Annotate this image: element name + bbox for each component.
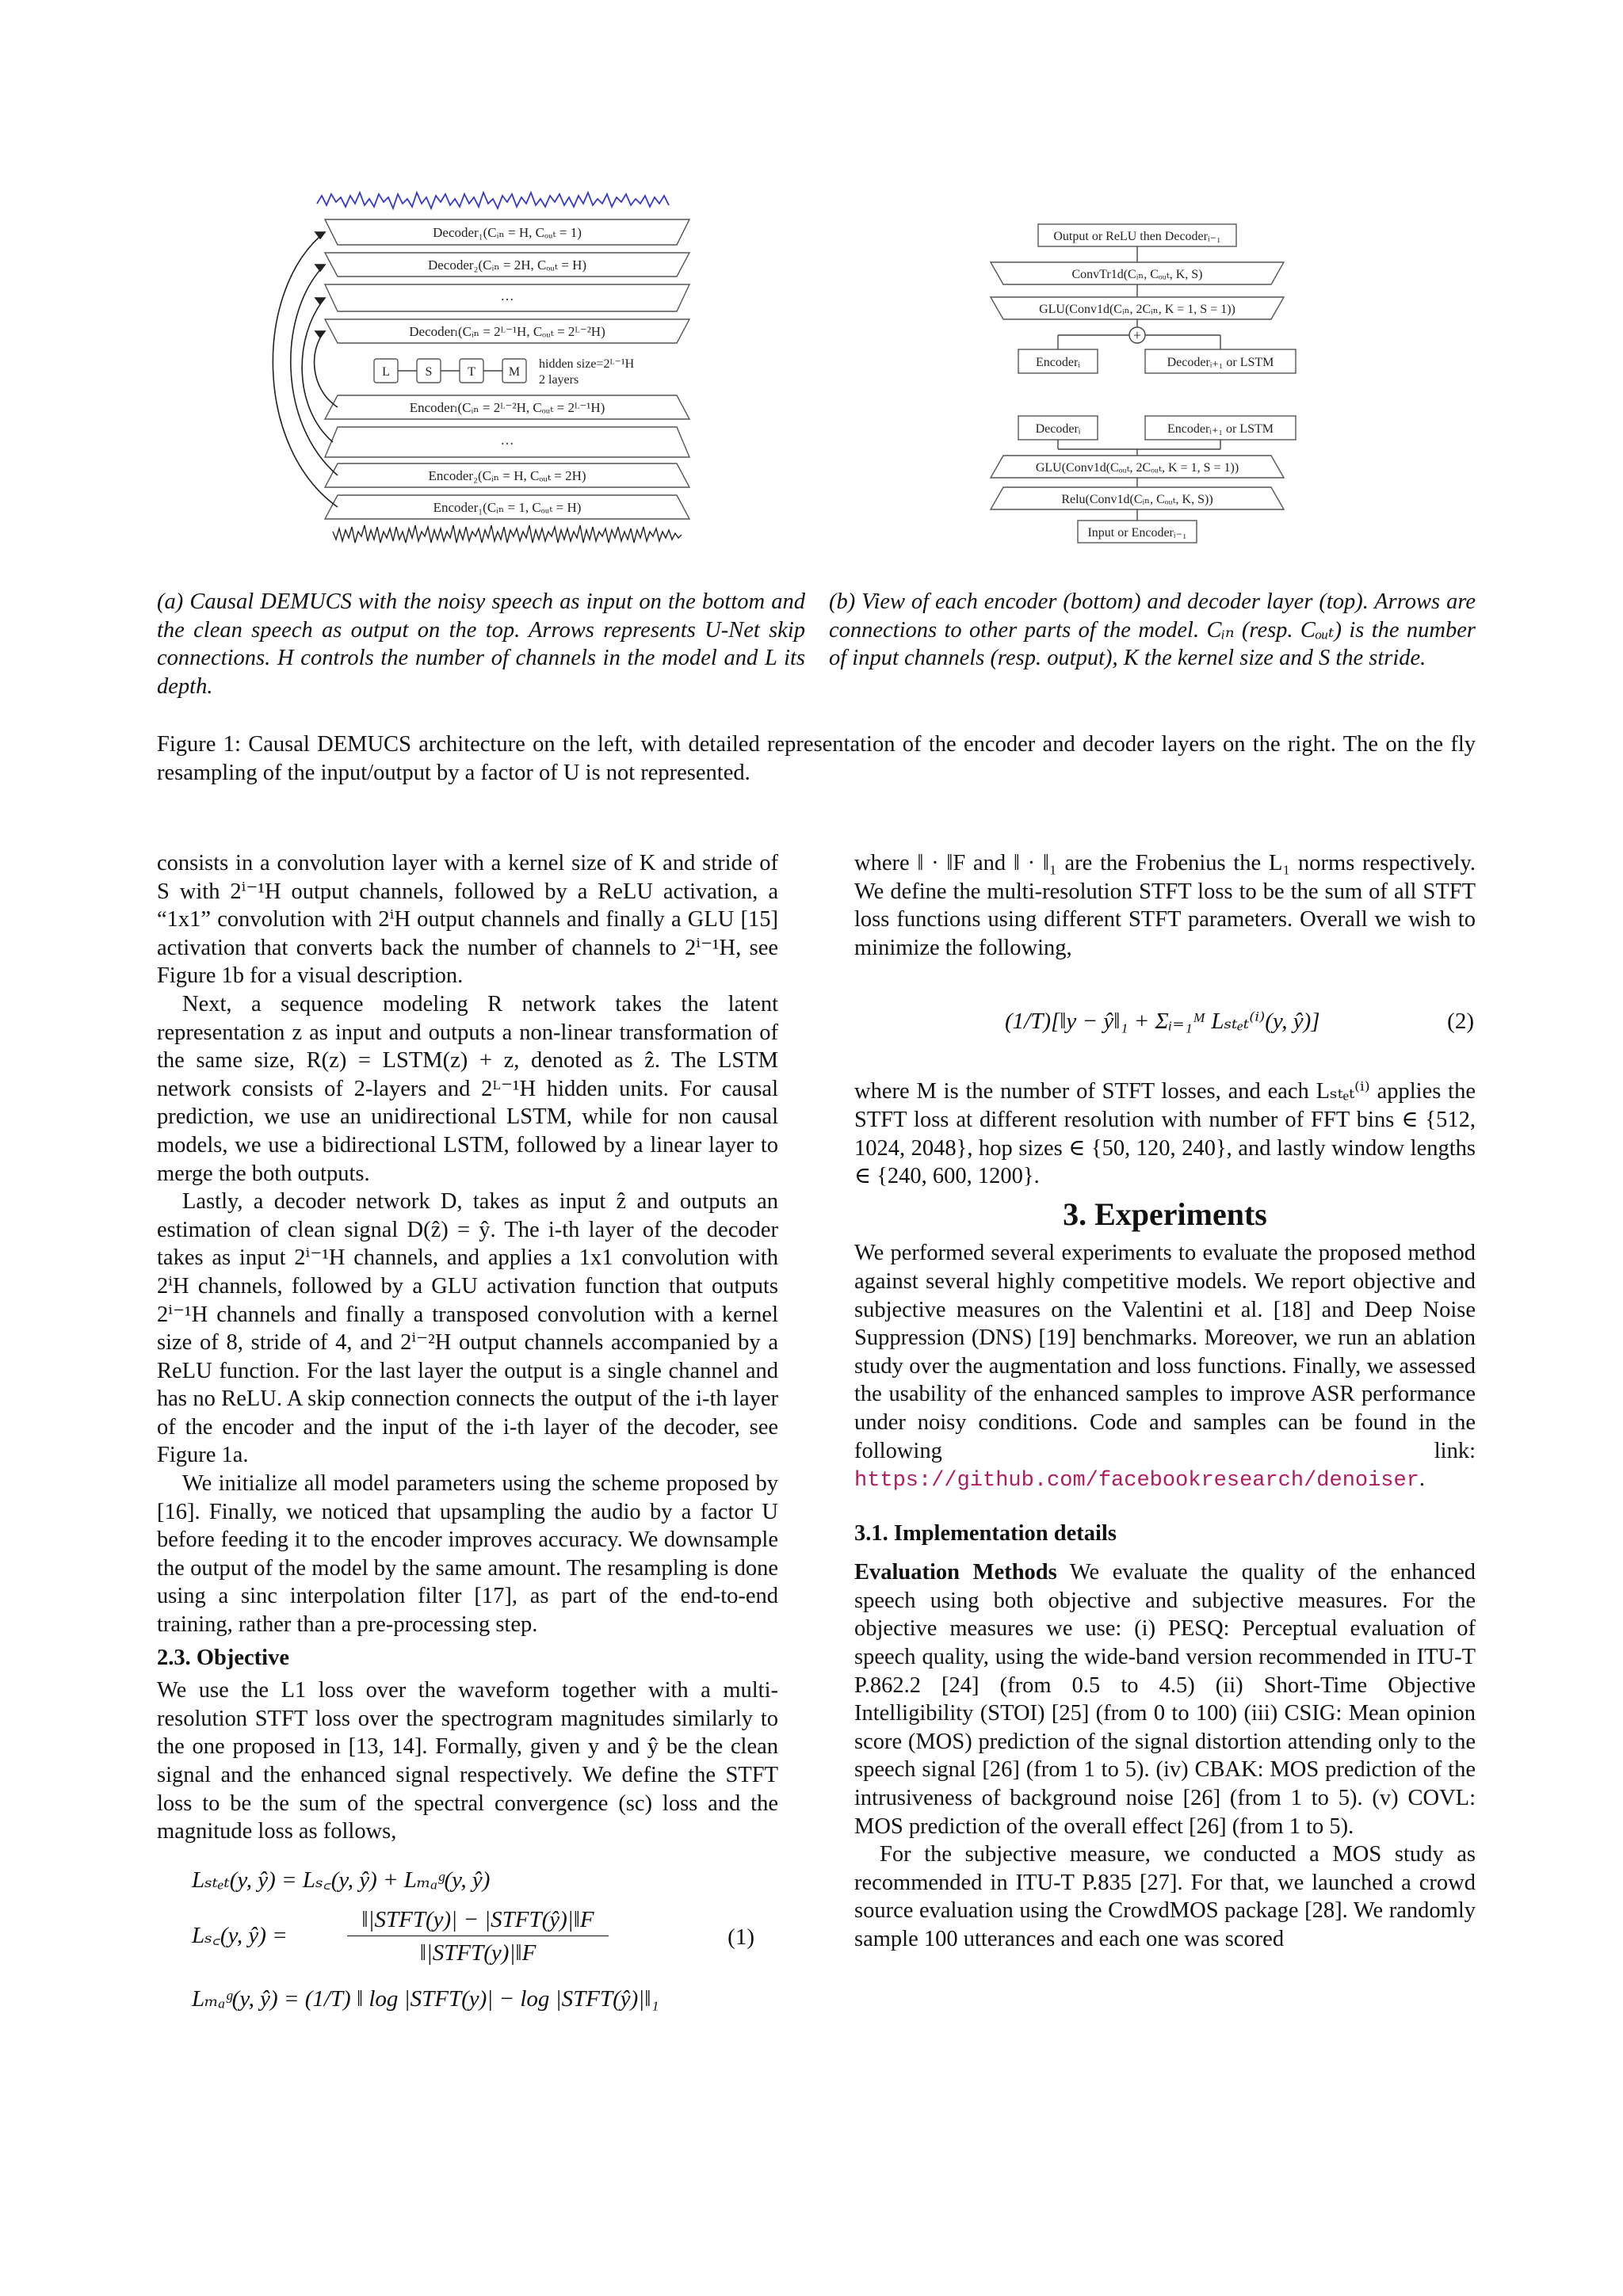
right-para-4	[854, 1558, 1476, 1840]
heading-implementation: 3.1. Implementation details	[854, 1520, 1117, 1546]
equation-1	[157, 1867, 778, 2017]
run-in-heading: Evaluation Methods	[854, 1560, 1057, 1585]
decoder-layer-ellipsis	[325, 284, 689, 311]
right-para-2: where M is the number of STFT losses, and each Lₛₜₑₜ⁽ⁱ⁾ applies the STFT loss at different resolution with number of FFT bins ∈ {512, 1024, 2048}, hop sizes ∈ {50, 120, 240}, and lastly window lengths ∈ {240, 600, 1200}.	[854, 1079, 1476, 1189]
left-column	[157, 849, 778, 2017]
svg-text:GLU(Conv1d(Cᵢₙ, 2Cᵢₙ, K = 1, S: GLU(Conv1d(Cᵢₙ, 2Cᵢₙ, K = 1, S = 1))	[1039, 303, 1235, 316]
left-para-5: We use the L1 loss over the waveform together with a multi-resolution STFT loss over the spectrogram magnitudes similarly to the one proposed in [13, 14]. Formally, given y and ŷ be the clean signal and the enhanced signal respectively. We define the STFT loss to be the sum of the spectral convergence (sc) loss and the magnitude loss as follows,	[157, 1678, 778, 1844]
svg-text:Encoder₁(Cᵢₙ = 1, Cₒᵤₜ = H): Encoder₁(Cᵢₙ = 1, Cₒᵤₜ = H)	[433, 500, 582, 515]
svg-text:S: S	[425, 365, 433, 379]
enc-output-encoder	[1145, 416, 1296, 440]
eq1-denominator: ‖|STFT(y)|‖F	[419, 1939, 537, 1966]
enc-output-decoder	[1018, 416, 1098, 440]
svg-text:…: …	[500, 288, 514, 303]
right-para-3-text: We performed several experiments to evaluate the proposed method against several highly competitive models. We report objective and subjective measures on the Valentini et al. [18] and Deep Noise Suppression (DNS) [19] benchmarks. Moreover, we run an ablation study over the augmentation and loss functions. Finally, we assessed the usability of the enhanced samples to improve ASR performance under noisy conditions. Code and samples can be found in the following link:	[854, 1241, 1476, 1463]
right-para-3: We performed several experiments to evaluate the proposed method against several highly competitive models. We report objective and subjective measures on the Valentini et al. [18] and Deep Noise Suppression (DNS) [19] benchmarks. Moreover, we run an ablation study over the augmentation and loss functions. Finally, we assessed the usability of the enhanced samples to improve ASR performance under noisy conditions. Code and samples can be found in the following link: https://github.com/facebookresearch/denoiser.	[854, 1241, 1476, 1493]
left-para-4: We initialize all model parameters using the scheme proposed by [16]. Finally, we noticed that upsampling the audio by a factor U before feeding it to the encoder improves accuracy. We downsample the output of the model by the same amount. The resampling is done using a sinc interpolation filter [17], as part of the end-to-end training, rather than a pre-processing step.	[157, 1471, 778, 1638]
svg-text:2 layers: 2 layers	[539, 373, 579, 387]
eq1-numerator: ‖|STFT(y)| − |STFT(ŷ)|‖F	[347, 1906, 609, 1937]
caption-b: (b) View of each encoder (bottom) and decoder layer (top). Arrows are connections to other parts of the model. Cᵢₙ (resp. Cₒᵤₜ) is the number of input channels (resp. output), K the kernel size and S the stride.	[829, 589, 1476, 670]
right-para-5: For the subjective measure, we conducted a MOS study as recommended in ITU-T P.835 [27]. For that, we launched a crowd source evaluation using the CrowdMOS package [28]. We randomly sample 100 utterances and each one was scored	[854, 1842, 1476, 1951]
caption-a: (a) Causal DEMUCS with the noisy speech as input on the bottom and the clean speech as output on the top. Arrows represents U-Net skip connections. H controls the number of channels in the model and L its depth.	[157, 589, 805, 699]
right-para-4-text: We evaluate the quality of the enhanced speech using both objective and subjective measures. For the objective measures we use: (i) PESQ: Perceptual evaluation of speech quality, using the wide-band version recommended in ITU-T P.862.2 [24] (from 0.5 to 4.5) (ii) Short-Time Objective Intelligibility (STOI) [25] (from 0 to 100) (iii) CSIG: Mean opinion score (MOS) prediction of the signal distortion attending only to the speech signal [26] (from 1 to 5). (iv) CBAK: MOS prediction of the intrusiveness of background noise [26] (from 1 to 5). (v) COVL: MOS prediction of the overall effect [26] (from 1 to 5).	[854, 1560, 1476, 1839]
svg-text:Encoderₗ(Cᵢₙ = 2ᴸ⁻²H, Cₒᵤₜ = 2: Encoderₗ(Cᵢₙ = 2ᴸ⁻²H, Cₒᵤₜ = 2ᴸ⁻¹H)	[409, 400, 605, 415]
svg-text:ConvTr1d(Cᵢₙ, Cₒᵤₜ, K, S): ConvTr1d(Cᵢₙ, Cₒᵤₜ, K, S)	[1071, 268, 1203, 281]
svg-text:Input or Encoderᵢ₋₁: Input or Encoderᵢ₋₁	[1087, 526, 1187, 540]
eq1-line2-lhs: Lₛ꜀(y, ŷ) =	[192, 1922, 288, 1948]
heading-experiments: 3. Experiments	[1063, 1196, 1267, 1232]
plus-node	[1129, 327, 1145, 343]
left-para-3: Lastly, a decoder network D, takes as input ẑ and outputs an estimation of clean signal D(ẑ) = ŷ. The i-th layer of the decoder takes as input 2ⁱ⁻¹H channels, and applies a 1x1 convolution with 2ⁱH channels, followed by a GLU activation function that outputs 2ⁱ⁻¹H channels and finally a transposed convolution with a kernel size of 8, stride of 4, and 2ⁱ⁻²H output channels accompanied by a ReLU function. For the last layer the output is a single channel and has no ReLU. A skip connection connects the output of the i-th layer of the encoder and the input of the i-th layer of the decoder, see Figure 1a.	[157, 1189, 778, 1468]
right-column	[854, 849, 1476, 1954]
noisy-waveform	[333, 525, 682, 543]
svg-text:Encoderᵢ₊₁ or LSTM: Encoderᵢ₊₁ or LSTM	[1167, 422, 1274, 436]
svg-text:M: M	[508, 365, 521, 379]
svg-text:hidden size=2ᴸ⁻¹H: hidden size=2ᴸ⁻¹H	[539, 357, 635, 371]
eq2-body: (1/T)[‖y − ŷ‖₁ + Σᵢ₌₁ᴹ Lₛₜₑₜ⁽ⁱ⁾(y, ŷ)]	[1005, 1009, 1320, 1035]
enc-relu-box	[991, 487, 1284, 509]
encoder-layer-L	[325, 395, 689, 419]
svg-text:Decoderₗ(Cᵢₙ = 2ᴸ⁻¹H, Cₒᵤₜ = 2: Decoderₗ(Cᵢₙ = 2ᴸ⁻¹H, Cₒᵤₜ = 2ᴸ⁻²H)	[409, 324, 605, 339]
svg-text:Relu(Conv1d(Cᵢₙ, Cₒᵤₜ, K, S)): Relu(Conv1d(Cᵢₙ, Cₒᵤₜ, K, S))	[1061, 493, 1213, 506]
svg-text:Decoderᵢ: Decoderᵢ	[1035, 422, 1081, 436]
dec-input-decoder	[1145, 349, 1296, 373]
clean-waveform	[317, 193, 669, 208]
decoder-layer-2	[325, 253, 689, 277]
skip-connections	[273, 232, 338, 507]
svg-text:…: …	[500, 433, 514, 448]
svg-text:Output or ReLU then Decoderᵢ₋₁: Output or ReLU then Decoderᵢ₋₁	[1053, 230, 1221, 243]
eq2-number: (2)	[1447, 1009, 1474, 1035]
svg-text:Decoder₁(Cᵢₙ = H, Cₒᵤₜ = 1): Decoder₁(Cᵢₙ = H, Cₒᵤₜ = 1)	[433, 225, 582, 240]
decoder-layer-L	[325, 319, 689, 343]
repo-link[interactable]: https://github.com/facebookresearch/denoiser	[854, 1469, 1419, 1493]
svg-text:L: L	[382, 365, 390, 379]
encoder-layer-ellipsis	[325, 427, 689, 457]
svg-text:+: +	[1132, 327, 1142, 343]
svg-text:Encoderᵢ: Encoderᵢ	[1036, 356, 1080, 369]
right-para-1: where ‖ · ‖F and ‖ · ‖₁ are the Frobenius the L₁ norms respectively. We define the multi-resolution STFT loss to be the sum of all STFT loss functions using different STFT parameters. Overall we wish to minimize the following,	[854, 851, 1476, 960]
svg-text:Decoderᵢ₊₁ or LSTM: Decoderᵢ₊₁ or LSTM	[1167, 356, 1274, 369]
dec-convtr-box	[991, 262, 1284, 284]
encoder-layer-2	[325, 463, 689, 487]
figure-layer-detail	[975, 218, 1323, 551]
eq1-line3: Lₘₐᵍ(y, ŷ) = (1/T) ‖ log |STFT(y)| − log |STFT(ŷ)|‖₁	[192, 1985, 659, 2012]
left-para-2: Next, a sequence modeling R network takes the latent representation z as input and outputs a non-linear transformation of the same size, R(z) = LSTM(z) + z, denoted as ẑ. The LSTM network consists of 2-layers and 2ᴸ⁻¹H hidden units. For causal prediction, we use an unidirectional LSTM, while for non causal models, we use a bidirectional LSTM, followed by a linear layer to merge the both outputs.	[157, 991, 778, 1186]
decoder-layer-1	[325, 219, 689, 245]
enc-input-box	[1078, 521, 1197, 543]
enc-glu-box	[991, 456, 1284, 478]
figure-demucs-diagram	[262, 186, 737, 551]
encoder-layer-1	[325, 495, 689, 519]
svg-text:T: T	[468, 365, 475, 379]
left-para-1: consists in a convolution layer with a kernel size of K and stride of S with 2ⁱ⁻¹H output channels, followed by a ReLU activation, a “1x1” convolution with 2ⁱH output channels and finally a GLU [15] activation that converts back the number of channels to 2ⁱ⁻¹H, see Figure 1b for a visual description.	[157, 851, 778, 989]
svg-text:Decoder₂(Cᵢₙ = 2H, Cₒᵤₜ = H): Decoder₂(Cᵢₙ = 2H, Cₒᵤₜ = H)	[427, 257, 587, 273]
svg-text:Encoder₂(Cᵢₙ = H, Cₒᵤₜ = 2H): Encoder₂(Cᵢₙ = H, Cₒᵤₜ = 2H)	[428, 468, 586, 483]
dec-glu-box	[991, 297, 1284, 319]
eq1-line1: Lₛₜₑₜ(y, ŷ) = Lₛ꜀(y, ŷ) + Lₘₐᵍ(y, ŷ)	[192, 1867, 491, 1893]
svg-text:GLU(Conv1d(Cₒᵤₜ, 2Cₒᵤₜ, K = 1,: GLU(Conv1d(Cₒᵤₜ, 2Cₒᵤₜ, K = 1, S = 1))	[1035, 461, 1239, 475]
lstm-block	[374, 357, 635, 387]
eq1-number: (1)	[727, 1924, 754, 1950]
heading-objective: 2.3. Objective	[157, 1645, 289, 1670]
dec-output-box	[1038, 224, 1236, 246]
dec-input-encoder	[1018, 349, 1098, 373]
figure-caption: Figure 1: Causal DEMUCS architecture on the left, with detailed representation of the encoder and decoder layers on the right. The on the fly resampling of the input/output by a factor of U is not represented.	[157, 732, 1476, 785]
equation-2	[854, 976, 1476, 1071]
